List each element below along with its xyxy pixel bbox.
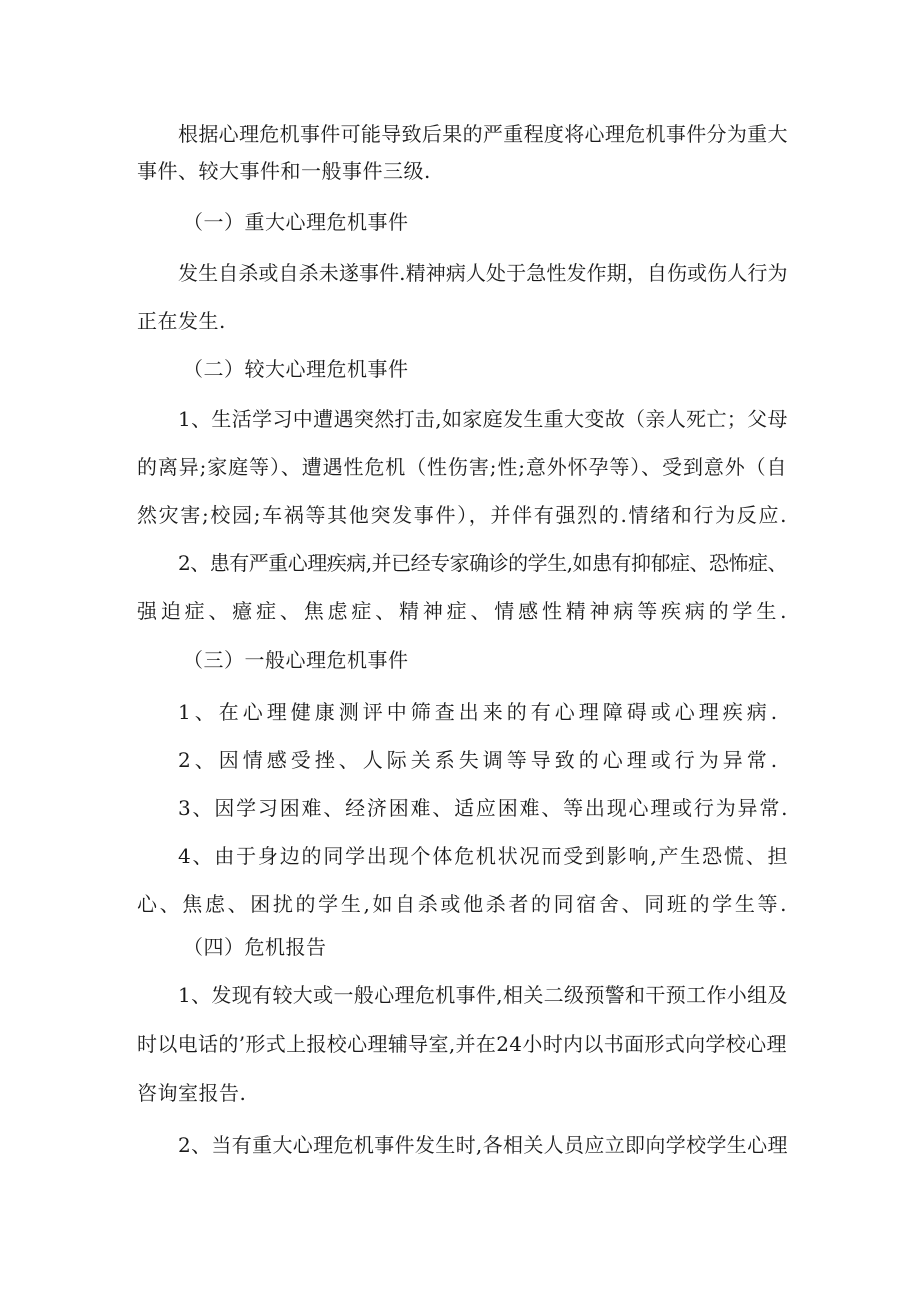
paragraph-line: 心、焦虑、困扰的学生,如自杀或他杀者的同宿舍、同班的学生等.: [137, 892, 790, 916]
paragraph-line: 强迫症、癔症、焦虑症、精神症、情感性精神病等疾病的学生.: [137, 599, 791, 623]
paragraph-line: 4、由于身边的同学出现个体危机状况而受到影响,产生恐慌、担: [178, 844, 790, 868]
paragraph-line: 2、当有重大心理危机事件发生时,各相关人员应立即向学校学生心理: [178, 1133, 788, 1157]
section-heading: （二）较大心理危机事件: [183, 357, 409, 381]
paragraph-line: 正在发生.: [137, 309, 226, 333]
paragraph-line: 咨询室报告.: [137, 1081, 247, 1105]
paragraph-line: 然灾害;校园;车祸等其他突发事件），并伴有强烈的.情绪和行为反应.: [137, 503, 789, 527]
paragraph-line: 1、发现有较大或一般心理危机事件,相关二级预警和干预工作小组及: [178, 983, 788, 1007]
paragraph-line: 3、因学习困难、经济困难、适应困难、等出现心理或行为异常.: [178, 796, 790, 820]
paragraph-line: 1、生活学习中遭遇突然打击,如家庭发生重大变故（亲人死亡；父母: [178, 407, 788, 431]
paragraph-line: 事件、较大事件和一般事件三级.: [137, 159, 431, 183]
paragraph-line: 2、患有严重心理疾病,并已经专家确诊的学生,如患有抑郁症、恐怖症、: [178, 551, 787, 575]
paragraph-line: 的离异;家庭等）、遭遇性危机（性伤害;性;意外怀孕等）、受到意外（自: [137, 455, 788, 479]
paragraph-line: 2、因情感受挫、人际关系失调等导致的心理或行为异常.: [178, 748, 782, 772]
section-heading: （三）一般心理危机事件: [183, 648, 409, 672]
paragraph-line: 根据心理危机事件可能导致后果的严重程度将心理危机事件分为重大: [178, 122, 788, 146]
section-heading: （一）重大心理危机事件: [183, 210, 409, 234]
paragraph-line: 时以电话的’形式上报校心理辅导室,并在24小时内以书面形式向学校心理: [137, 1032, 787, 1056]
paragraph-line: 发生自杀或自杀未遂事件.精神病人处于急性发作期，自伤或伤人行为: [178, 261, 788, 285]
paragraph-line: 1、在心理健康测评中筛查出来的有心理障碍或心理疾病.: [178, 700, 782, 724]
section-heading: （四）危机报告: [183, 935, 327, 959]
